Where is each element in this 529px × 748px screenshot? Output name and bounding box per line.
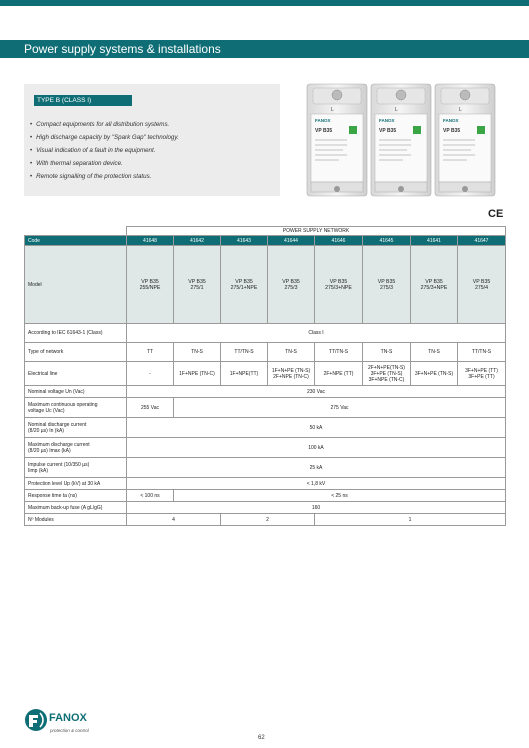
cell: 100 kA	[127, 438, 506, 458]
cell: TT	[127, 343, 174, 362]
model-cell: VP B35 255/NPE	[127, 246, 174, 324]
table-row	[25, 398, 506, 418]
row-label: Nominal voltage Un (Vac)	[25, 386, 127, 398]
socket-label: L	[331, 107, 334, 113]
network-header: POWER SUPPLY NETWORK	[127, 227, 506, 236]
cell: < 100 ns	[127, 490, 174, 502]
code-cell: 41648	[127, 236, 174, 246]
cell: 255 Vac	[127, 398, 174, 418]
module-brand: FANOX	[443, 118, 459, 123]
model-cell: VP B35 275/3+NPE	[411, 246, 458, 324]
type-label: TYPE B (CLASS I)	[34, 95, 132, 106]
row-label: Impulse current (10/350 µs) Iimp (kA)	[25, 458, 127, 478]
footer-tagline: protection & control	[50, 728, 89, 733]
model-cell: VP B35 275/3	[363, 246, 411, 324]
cell: 2F+N+PE(TN-S) 3F+PE (TN-S) 3F+NPE (TN-C)	[363, 362, 411, 386]
feature-item: • Visual indication of a fault in the equipment.	[30, 144, 179, 157]
table-row	[25, 386, 506, 398]
spd-module	[307, 84, 367, 196]
code-cell: 41642	[174, 236, 221, 246]
table-row	[25, 418, 506, 438]
row-label: Nº Modules	[25, 514, 127, 526]
cell: -	[127, 362, 174, 386]
table-row	[25, 324, 506, 343]
module-model: VP B35	[379, 128, 397, 134]
feature-item: • High discharge capacity by "Spark Gap" technology.	[30, 131, 179, 144]
model-cell: VP B35 275/1	[174, 246, 221, 324]
module-model: VP B35	[315, 128, 333, 134]
page-number: 62	[258, 735, 265, 741]
spd-module	[435, 84, 495, 196]
module-brand: FANOX	[379, 118, 395, 123]
section-title-bar	[0, 40, 529, 58]
table-row	[25, 490, 506, 502]
table-row	[25, 438, 506, 458]
cell: < 25 ns	[174, 490, 506, 502]
row-label: Response time ta (ns)	[25, 490, 127, 502]
table-row	[25, 458, 506, 478]
cell: Class I	[127, 324, 506, 343]
row-label: Electrical line	[25, 362, 127, 386]
row-label: Maximum continuous operating voltage Uc (Vac)	[25, 398, 127, 418]
code-cell: 41645	[363, 236, 411, 246]
module-brand: FANOX	[315, 118, 331, 123]
model-cell: VP B35 275/3+NPE	[315, 246, 363, 324]
feature-item: • Remote signalling of the protection status.	[30, 170, 179, 183]
module-model: VP B35	[443, 128, 461, 134]
model-cell: VP B35 275/3	[268, 246, 315, 324]
cell: 4	[127, 514, 221, 526]
table-row	[25, 514, 506, 526]
table-row	[25, 502, 506, 514]
code-cell: 41641	[411, 236, 458, 246]
cell: TT/TN-S	[458, 343, 506, 362]
cell: TN-S	[363, 343, 411, 362]
cell: 1F+NPE (TN-C)	[174, 362, 221, 386]
row-label: Nominal discharge current (8/20 µs) In (kA)	[25, 418, 127, 438]
cell: 50 kA	[127, 418, 506, 438]
model-cell: VP B35 275/4	[458, 246, 506, 324]
code-label: Code	[25, 236, 127, 246]
cell: TT/TN-S	[221, 343, 268, 362]
cell: TN-S	[174, 343, 221, 362]
table-row	[25, 478, 506, 490]
row-label: Maximum discharge current (8/20 µs) Imax (kA)	[25, 438, 127, 458]
cell: 2F+NPE (TT)	[315, 362, 363, 386]
cell: 230 Vac	[127, 386, 506, 398]
model-row	[25, 246, 506, 324]
ce-mark: CE	[488, 208, 504, 220]
table-header-row	[25, 227, 506, 236]
row-label: Protection level Up (kV) at 30 kA	[25, 478, 127, 490]
cell: 160	[127, 502, 506, 514]
row-label: Type of network	[25, 343, 127, 362]
code-cell: 41644	[268, 236, 315, 246]
product-image	[299, 78, 505, 202]
feature-item: • With thermal separation device.	[30, 157, 179, 170]
cell: 1	[315, 514, 506, 526]
spd-module	[371, 84, 431, 196]
code-row	[25, 236, 506, 246]
cell: 1F+NPE(TT)	[221, 362, 268, 386]
cell: 25 kA	[127, 458, 506, 478]
model-cell: VP B35 275/1+NPE	[221, 246, 268, 324]
cell: 3F+N+PE (TN-S)	[411, 362, 458, 386]
section-title: Power supply systems & installations	[24, 42, 221, 56]
model-label: Model	[25, 246, 127, 324]
cell: TN-S	[411, 343, 458, 362]
table-row	[25, 362, 506, 386]
row-label: According to IEC 61643-1 (Class)	[25, 324, 127, 343]
spec-table	[24, 226, 506, 526]
code-cell: 41647	[458, 236, 506, 246]
cell: 1F+N+PE (TN-S) 2F+NPE (TN-C)	[268, 362, 315, 386]
table-row	[25, 343, 506, 362]
footer-brand: FANOX	[49, 712, 87, 724]
row-label: Maximum back-up fuse (A gL/gG)	[25, 502, 127, 514]
top-accent-bar	[0, 0, 529, 6]
feature-list	[30, 118, 179, 183]
feature-item: • Compact equipments for all distribution systems.	[30, 118, 179, 131]
cell: 275 Vac	[174, 398, 506, 418]
code-cell: 41646	[315, 236, 363, 246]
socket-label: L	[459, 107, 462, 113]
cell: 2	[221, 514, 315, 526]
code-cell: 41643	[221, 236, 268, 246]
cell: < 1,8 kV	[127, 478, 506, 490]
cell: TN-S	[268, 343, 315, 362]
socket-label: L	[395, 107, 398, 113]
cell: TT/TN-S	[315, 343, 363, 362]
cell: 3F+N+PE (TT) 3F+PE (TT)	[458, 362, 506, 386]
